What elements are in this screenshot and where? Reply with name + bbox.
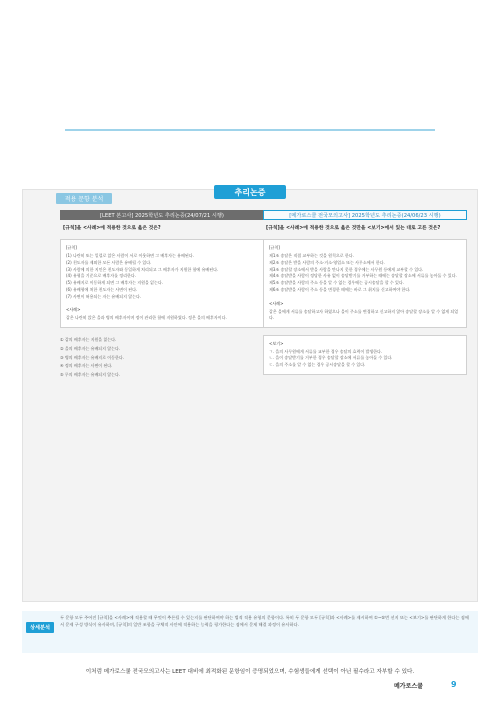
card-title: 추리논증 [214,185,286,199]
right-question: [규칙]을 <사례>에 적용한 것으로 옳은 것만을 <보기>에서 있는 대로 고른 것은? [266,226,441,231]
left-question: [규칙]을 <사례>에 적용한 것으로 옳은 것은? [63,226,161,231]
bogi-item: ㄱ. 을의 사무원에게 서류를 교부한 경우 송달의 효력이 발생한다. [269,348,383,354]
rule-label: [규칙] [269,245,280,251]
rule-item: (5) 유배지로 이동하게 되면 그 배후자는 지원을 잃는다. [66,280,163,286]
card-tab: 적용 문항 분석 [56,193,112,204]
rule-item: 제1조 송달은 직접 교부하는 것을 원칙으로 한다. [269,253,354,259]
option-item: ⑤ 무의 배후자는 유배되지 않는다. [60,372,121,378]
detail-badge: 상세분석 [26,622,54,633]
rule-item: (6) 유배형에 처한 친도자는 사면이 된다. [66,286,138,292]
left-options [60,336,264,380]
case-label: <사례> [269,300,284,306]
brand-logo: 메가로스쿨 [394,683,423,690]
left-rule-box [60,239,264,328]
rule-item: (3) 사람에 의한 지인은 친도자와 동일하게 처리되고 그 배후자가 지원한 합에 유배된다. [66,266,219,272]
right-bogi-box [263,335,467,375]
left-column-header: [LEET 본고사] 2025학년도 추리논증(24/07/21 시행) [60,210,264,220]
rule-label: [규칙] [66,245,77,251]
option-item: ④ 정의 배후자는 사면이 된다. [60,363,113,369]
top-divider [65,129,435,131]
rule-item: (7) 사면이 허용되는 자는 유배되지 않는다. [66,293,142,299]
rule-item: (1) 나란히 또는 일렬로 앉은 사람이 서로 이웃하면 그 배후자는 유배된다. [66,253,194,259]
option-item: ① 갑의 배후자는 지원을 잃는다. [60,337,117,343]
option-item: ② 을의 배후자는 유배되지 않는다. [60,345,121,351]
rule-item: 제2조 송달은 받을 사람의 주소·거소·영업소 또는 사무소에서 한다. [269,260,385,266]
rule-item: (4) 유형을 기준으로 배후자를 정리한다. [66,273,136,279]
case-label: <사례> [66,307,81,313]
rule-item: 제3조 송달할 장소에서 받을 사람을 만나지 못한 경우에는 사무원 등에게 교부할 수 있다. [269,266,424,272]
page-number: 9 [451,680,457,689]
rule-item: (2) 친도자를 제외한 모든 사람은 유배될 수 있다. [66,260,152,266]
right-column [263,210,467,375]
bogi-item: ㄷ. 을의 주소를 알 수 없는 경우 공시송달을 할 수 있다. [269,362,366,368]
rule-item: 제6조 송달받을 사람이 주소 등을 변경한 때에는 바로 그 취지를 신고하여야 한다. [269,286,411,292]
option-item: ③ 병의 배후자는 유배지로 이동한다. [60,354,125,360]
detail-text: 두 문항 모두 주어진 [규칙]을 <사례>에 적용할 때 무엇이 추론될 수 있는지를 판단하여야 하는 법적 적용 유형의 문항이다. 특히 두 문항 모두 [규칙]과 <사례>를 제시하여 ①~⑤번 선지 또는 <보기>를 판단하게 한다는 점에서 문제 구성 방식이 유사하며, [규칙]의 일반 조항을 구체적 사안에 적용하는 능력을 평가한다는 점에서 문제 해결 과정이 유사하다. [60,615,469,628]
right-rule-box [263,239,467,327]
right-column-header: [메가로스쿨 전국모의고사] 2025학년도 추리논증(24/06/23 시행) [263,210,467,220]
rule-item: 제4조 송달받을 사람이 정당한 사유 없이 송달받기를 거부하는 때에는 송달할 장소에 서류를 놓아둘 수 있다. [269,273,457,279]
bogi-label: <보기> [269,340,284,346]
case-text: 갑은 나란히 앉은 을과 병의 배후자이며 정이 관리한 합에 지원하였다. 정은 을의 배후자이다. [66,315,227,321]
case-text: 갑은 을에게 서류를 송달하고자 하였으나 을이 주소를 변경하고 신고하지 않아 송달할 장소를 알 수 없게 되었다. [269,308,459,320]
bogi-item: ㄴ. 을이 송달받기를 거부한 경우 송달할 장소에 서류를 놓아둘 수 있다. [269,355,393,361]
footer-note: 이처럼 메가로스쿨 전국모의고사는 LEET 대비에 최적화된 문항임이 증명되었으며, 수험생들에게 선택이 아닌 필수라고 자부할 수 있다. [85,669,415,675]
rule-item: 제5조 송달받을 사람의 주소 등을 알 수 없는 경우에는 공시송달을 할 수 있다. [269,280,404,286]
left-column [60,210,264,380]
